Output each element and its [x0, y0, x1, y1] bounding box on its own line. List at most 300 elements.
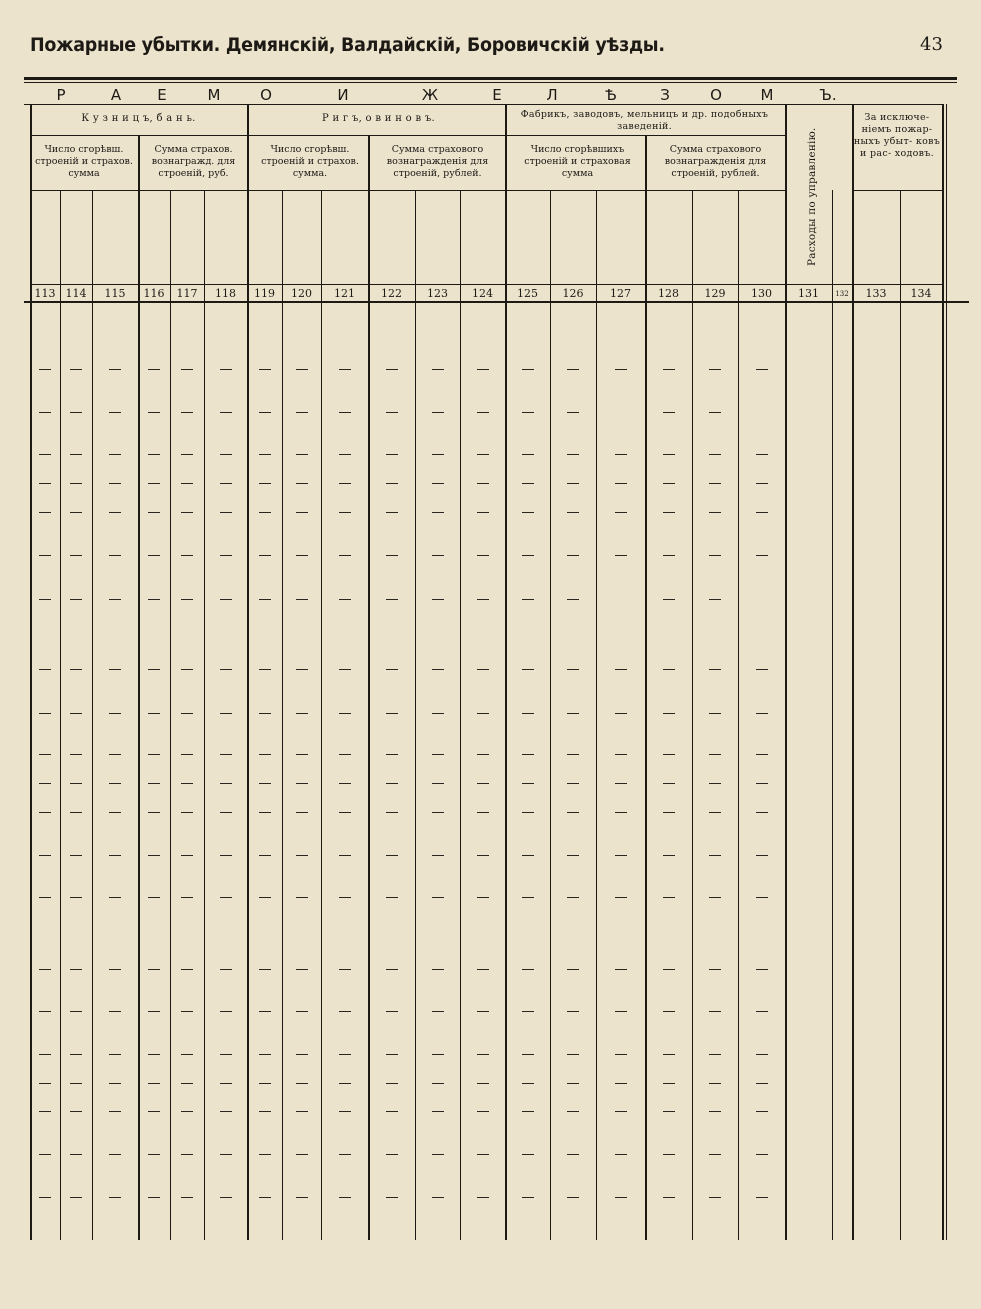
dash [109, 969, 121, 970]
dash [477, 1197, 489, 1198]
dash [567, 1054, 579, 1055]
dash [522, 713, 534, 714]
dash [109, 512, 121, 513]
dash [181, 412, 193, 413]
dash [386, 1111, 398, 1112]
dash [663, 669, 675, 670]
dash [339, 812, 351, 813]
dash [39, 454, 51, 455]
dash [432, 369, 444, 370]
dash [756, 754, 768, 755]
dash [39, 483, 51, 484]
banner-letter: З [660, 86, 670, 104]
header-expenses: Расходы по управленію. [806, 127, 818, 267]
dash [296, 1083, 308, 1084]
banner-letter: Ж [421, 86, 439, 104]
dash [567, 1197, 579, 1198]
column-number: 129 [704, 287, 726, 300]
sub-r-sum: Сумма страхового вознагражденія для строеній, рублей. [386, 144, 489, 179]
dash [39, 812, 51, 813]
dash [296, 512, 308, 513]
dash [615, 812, 627, 813]
dash [432, 454, 444, 455]
dash [432, 713, 444, 714]
dash [522, 483, 534, 484]
column-number: 134 [910, 287, 932, 300]
dash [522, 412, 534, 413]
dash [615, 369, 627, 370]
dash [39, 1054, 51, 1055]
dash [148, 412, 160, 413]
dash [386, 1197, 398, 1198]
dash [181, 599, 193, 600]
dash [386, 599, 398, 600]
dash [432, 812, 444, 813]
dash [181, 1011, 193, 1012]
dash [259, 783, 271, 784]
dash [709, 1197, 721, 1198]
dash [339, 483, 351, 484]
dash [148, 812, 160, 813]
dash [567, 512, 579, 513]
dash [70, 1083, 82, 1084]
dash [220, 483, 232, 484]
dash [220, 669, 232, 670]
dash [296, 599, 308, 600]
dash [663, 454, 675, 455]
dash [109, 1083, 121, 1084]
dash [522, 969, 534, 970]
dash [386, 369, 398, 370]
dash [709, 812, 721, 813]
dash [432, 855, 444, 856]
dash [181, 369, 193, 370]
dash [756, 1083, 768, 1084]
column-rule [60, 190, 61, 1240]
dash [432, 1154, 444, 1155]
dash [296, 713, 308, 714]
column-number: 123 [427, 287, 448, 300]
rule-numbers-bottom [24, 301, 969, 303]
dash [615, 1197, 627, 1198]
dash [432, 669, 444, 670]
dash [39, 1111, 51, 1112]
dash [522, 855, 534, 856]
banner-letter: М [207, 86, 221, 104]
column-number: 119 [254, 287, 275, 300]
dash [709, 669, 721, 670]
column-number: 118 [215, 287, 236, 300]
dash [386, 669, 398, 670]
dash [522, 1054, 534, 1055]
dash [148, 1011, 160, 1012]
dash [339, 1054, 351, 1055]
dash [663, 599, 675, 600]
dash [756, 483, 768, 484]
dash [663, 783, 675, 784]
column-number: 121 [334, 287, 355, 300]
dash [109, 754, 121, 755]
dash [756, 812, 768, 813]
dash [148, 783, 160, 784]
dash [39, 713, 51, 714]
dash [109, 555, 121, 556]
dash [70, 512, 82, 513]
dash [522, 754, 534, 755]
dash [615, 1111, 627, 1112]
dash [109, 783, 121, 784]
dash [709, 1154, 721, 1155]
dash [259, 369, 271, 370]
dash [432, 783, 444, 784]
column-rule [645, 135, 647, 1240]
dash [477, 483, 489, 484]
dash [663, 1011, 675, 1012]
dash [567, 783, 579, 784]
dash [522, 1154, 534, 1155]
dash [386, 483, 398, 484]
column-rule [832, 190, 833, 1240]
dash [220, 1154, 232, 1155]
dash [148, 1054, 160, 1055]
header-rule [24, 104, 942, 105]
dash [259, 897, 271, 898]
dash [109, 855, 121, 856]
dash [148, 1197, 160, 1198]
dash [259, 1083, 271, 1084]
dash [148, 1111, 160, 1112]
page-title: Пожарные убытки. Демянскій, Валдайскій, Боровичскій уѣзды. [30, 34, 665, 56]
top-rule-thin [24, 82, 957, 83]
dash [109, 713, 121, 714]
dash [109, 599, 121, 600]
column-rule [247, 104, 249, 1240]
dash [386, 713, 398, 714]
dash [220, 512, 232, 513]
dash [220, 1083, 232, 1084]
dash [477, 713, 489, 714]
dash [709, 555, 721, 556]
dash [148, 897, 160, 898]
dash [615, 454, 627, 455]
dash [477, 369, 489, 370]
dash [339, 669, 351, 670]
dash [477, 783, 489, 784]
dash [756, 1011, 768, 1012]
banner-letter: О [710, 86, 722, 104]
dash [39, 412, 51, 413]
dash [181, 855, 193, 856]
dash [259, 713, 271, 714]
column-rule [596, 190, 597, 1240]
dash [148, 555, 160, 556]
dash [181, 812, 193, 813]
column-number: 127 [610, 287, 631, 300]
dash [477, 512, 489, 513]
dash [39, 369, 51, 370]
dash [339, 412, 351, 413]
dash [567, 1083, 579, 1084]
dash [663, 1111, 675, 1112]
dash [220, 783, 232, 784]
dash [756, 969, 768, 970]
dash [220, 713, 232, 714]
dash [477, 1154, 489, 1155]
dash [477, 1054, 489, 1055]
column-number: 126 [562, 287, 584, 300]
dash [70, 1197, 82, 1198]
dash [432, 412, 444, 413]
dash [296, 754, 308, 755]
dash [477, 1111, 489, 1112]
dash [70, 783, 82, 784]
dash [756, 1111, 768, 1112]
dash [148, 754, 160, 755]
dash [259, 454, 271, 455]
dash [567, 713, 579, 714]
dash [339, 713, 351, 714]
dash [432, 599, 444, 600]
column-number: 115 [104, 287, 126, 300]
dash [39, 512, 51, 513]
dash [148, 454, 160, 455]
dash [709, 969, 721, 970]
dash [386, 1054, 398, 1055]
dash [181, 1154, 193, 1155]
dash [39, 969, 51, 970]
dash [709, 412, 721, 413]
column-rule [900, 190, 901, 1240]
dash [432, 754, 444, 755]
dash [70, 412, 82, 413]
dash [477, 669, 489, 670]
column-rule [692, 190, 693, 1240]
dash [39, 669, 51, 670]
dash [339, 1197, 351, 1198]
dash [477, 454, 489, 455]
dash [477, 1011, 489, 1012]
dash [259, 855, 271, 856]
dash [70, 454, 82, 455]
dash [70, 555, 82, 556]
dash [477, 1083, 489, 1084]
dash [615, 855, 627, 856]
column-number: 132 [835, 290, 849, 298]
dash [181, 483, 193, 484]
dash [663, 855, 675, 856]
dash [663, 512, 675, 513]
dash [663, 555, 675, 556]
dash [567, 555, 579, 556]
dash [259, 599, 271, 600]
dash [339, 754, 351, 755]
dash [296, 454, 308, 455]
dash [615, 512, 627, 513]
dash [70, 669, 82, 670]
dash [756, 512, 768, 513]
dash [181, 454, 193, 455]
dash [39, 1154, 51, 1155]
dash [663, 713, 675, 714]
dash [567, 454, 579, 455]
dash [663, 754, 675, 755]
dash [148, 512, 160, 513]
dash [756, 783, 768, 784]
column-rule [550, 190, 551, 1240]
dash [663, 969, 675, 970]
dash [39, 1083, 51, 1084]
dash [181, 969, 193, 970]
header-exclusion: За исключе- ніемъ пожар- ныхъ убыт- ковъ и рас- ходовъ. [853, 112, 941, 159]
dash [220, 897, 232, 898]
dash [296, 412, 308, 413]
column-number: 120 [291, 287, 312, 300]
column-number: 113 [34, 287, 56, 300]
dash [296, 855, 308, 856]
dash [39, 897, 51, 898]
banner-letter: О [260, 86, 272, 104]
dash [220, 599, 232, 600]
dash [339, 855, 351, 856]
dash [39, 783, 51, 784]
column-number: 116 [143, 287, 165, 300]
dash [709, 1011, 721, 1012]
dash [522, 512, 534, 513]
dash [259, 1054, 271, 1055]
dash [70, 897, 82, 898]
dash [339, 454, 351, 455]
dash [709, 1083, 721, 1084]
dash [432, 512, 444, 513]
dash [567, 897, 579, 898]
column-rule [30, 104, 32, 1240]
dash [109, 1054, 121, 1055]
dash [70, 969, 82, 970]
dash [259, 483, 271, 484]
banner-letter: Ъ. [819, 86, 837, 104]
dash [567, 754, 579, 755]
dash [70, 1011, 82, 1012]
dash [615, 969, 627, 970]
dash [432, 555, 444, 556]
dash [386, 969, 398, 970]
dash [220, 1054, 232, 1055]
dash [386, 812, 398, 813]
dash [477, 555, 489, 556]
dash [181, 783, 193, 784]
dash [477, 969, 489, 970]
dash [296, 1111, 308, 1112]
dash [386, 897, 398, 898]
column-rule [282, 190, 283, 1240]
dash [339, 1083, 351, 1084]
dash [386, 783, 398, 784]
dash [220, 1197, 232, 1198]
dash [220, 369, 232, 370]
dash [709, 512, 721, 513]
dash [339, 1011, 351, 1012]
dash [70, 1111, 82, 1112]
dash [296, 897, 308, 898]
dash [709, 754, 721, 755]
dash [259, 1011, 271, 1012]
column-number: 133 [865, 287, 887, 300]
dash [709, 713, 721, 714]
banner-letter: Р [56, 86, 66, 104]
dash [259, 1154, 271, 1155]
dash [709, 369, 721, 370]
dash [259, 669, 271, 670]
dash [220, 1011, 232, 1012]
dash [259, 812, 271, 813]
dash [181, 754, 193, 755]
dash [109, 812, 121, 813]
dash [567, 483, 579, 484]
dash [709, 599, 721, 600]
banner-letter: А [110, 86, 122, 104]
sub-f-count: Число сгорѣвшихъ строеній и страховая сумма [524, 144, 631, 179]
banner-letter: И [337, 86, 349, 104]
dash [709, 783, 721, 784]
dash [522, 783, 534, 784]
dash [109, 483, 121, 484]
dash [109, 369, 121, 370]
dash [386, 412, 398, 413]
dash [259, 754, 271, 755]
dash [39, 1197, 51, 1198]
dash [477, 897, 489, 898]
dash [181, 1054, 193, 1055]
dash [567, 969, 579, 970]
dash [522, 897, 534, 898]
dash [615, 555, 627, 556]
dash [756, 897, 768, 898]
banner-letter: Л [546, 86, 558, 104]
dash [296, 812, 308, 813]
dash [709, 454, 721, 455]
column-rule [852, 104, 854, 1240]
dash [70, 369, 82, 370]
dash [432, 969, 444, 970]
dash [522, 599, 534, 600]
dash [148, 369, 160, 370]
dash [477, 599, 489, 600]
dash [567, 1011, 579, 1012]
dash [181, 1197, 193, 1198]
dash [39, 555, 51, 556]
dash [756, 669, 768, 670]
dash [522, 454, 534, 455]
dash [663, 483, 675, 484]
dash [522, 1111, 534, 1112]
dash [615, 1154, 627, 1155]
dash [567, 369, 579, 370]
dash [70, 754, 82, 755]
dash [296, 1154, 308, 1155]
rule-group-rig [247, 135, 505, 136]
dash [663, 412, 675, 413]
dash [296, 783, 308, 784]
dash [109, 1011, 121, 1012]
dash [148, 855, 160, 856]
dash [339, 1111, 351, 1112]
dash [70, 599, 82, 600]
dash [259, 1111, 271, 1112]
column-rule [505, 104, 507, 1240]
dash [70, 855, 82, 856]
column-rule [170, 190, 171, 1240]
dash [70, 812, 82, 813]
